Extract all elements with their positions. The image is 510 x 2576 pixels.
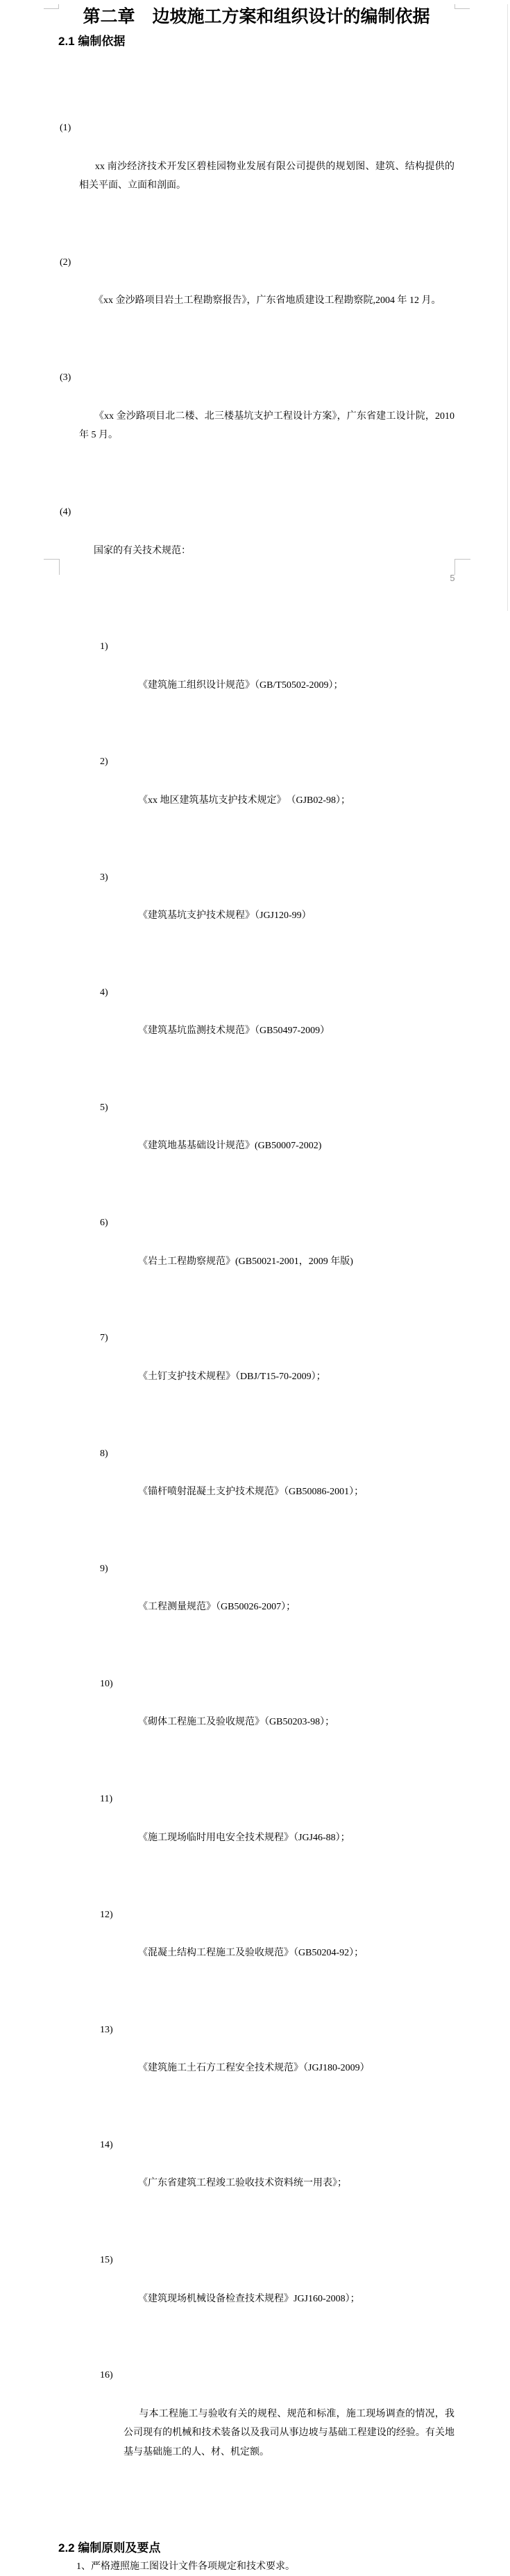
sub-list-item-text: 《施工现场临时用电安全技术规程》（JGJ46-88）； bbox=[138, 1832, 350, 1843]
sub-list-item-number: 4) bbox=[100, 987, 108, 998]
list-item-text: 《xx 金沙路项目北二楼、北三楼基坑支护工程设计方案》，广东省建工设计院，2010 年 5 月。 bbox=[79, 410, 457, 441]
text-boundary-mark-top-left bbox=[44, 4, 59, 9]
sub-list-item-number: 7) bbox=[100, 1333, 108, 1344]
section-heading-2-1: 2.1 编制依据 bbox=[58, 35, 126, 48]
sub-list-item-number: 14) bbox=[100, 2139, 113, 2150]
list-item-text: 《xx 金沙路项目岩土工程勘察报告》，广东省地质建设工程勘察院,2004 年 12 月。 bbox=[94, 295, 441, 306]
sub-list-item-number: 16) bbox=[100, 2370, 113, 2381]
text-boundary-mark-top-right bbox=[454, 4, 470, 9]
sub-list-item-text: 《岩土工程勘察规范》(GB50021-2001，2009 年版) bbox=[138, 1256, 353, 1267]
sub-list-item-text: 《建筑地基基础设计规范》(GB50007-2002) bbox=[138, 1141, 322, 1152]
list-item-number: (2) bbox=[60, 257, 71, 268]
sub-list-item-number: 11) bbox=[100, 1794, 113, 1805]
sub-list-item-number: 9) bbox=[100, 1563, 108, 1574]
sub-list-item-text: 《建筑施工组织设计规范》（GB/T50502-2009）； bbox=[138, 680, 343, 691]
sub-list-item bbox=[100, 752, 454, 829]
sub-list-item-text: 《土钉支护技术规程》（DBJ/T15-70-2009）； bbox=[138, 1371, 326, 1382]
document-page bbox=[0, 4, 510, 2572]
sub-list-item bbox=[100, 637, 454, 714]
sub-list-item bbox=[100, 2136, 454, 2213]
sub-list-item-text: 《工程测量规范》（GB50026-2007）； bbox=[138, 1602, 296, 1613]
list-item-number: (1) bbox=[60, 123, 71, 134]
list-item-number: (3) bbox=[60, 372, 71, 383]
sub-list-item-number: 13) bbox=[100, 2024, 113, 2035]
list-item bbox=[58, 503, 454, 580]
sub-list-item bbox=[100, 1329, 454, 1406]
sub-list-item-text: 《建筑现场机械设备检查技术规程》JGJ160-2008）； bbox=[138, 2293, 360, 2304]
list-item bbox=[58, 119, 454, 215]
section-heading-2-2: 2.2 编制原则及要点 bbox=[58, 2541, 161, 2555]
sub-list-item-number: 10) bbox=[100, 1679, 113, 1690]
section-2-2-paragraph: 1、严格遵照施工图设计文件各项规定和技术要求。 bbox=[76, 2561, 295, 2572]
sub-list-item bbox=[100, 1213, 454, 1290]
content-area bbox=[58, 61, 457, 2539]
sub-list-item-number: 3) bbox=[100, 872, 108, 883]
sub-list-item bbox=[100, 2366, 454, 2481]
list-item-text: 国家的有关技术规范： bbox=[94, 545, 191, 556]
chapter-title: 第二章 边坡施工方案和组织设计的编制依据 bbox=[83, 6, 430, 26]
sub-list-item bbox=[100, 1790, 454, 1867]
sub-list-item-text: 《砌体工程施工及验收规范》（GB50203-98）； bbox=[138, 1717, 335, 1728]
sub-list-item-text: 《建筑基坑监测技术规范》（GB50497-2009） bbox=[138, 1026, 330, 1037]
sub-list-item bbox=[100, 1675, 454, 1752]
sub-list-item bbox=[100, 983, 454, 1060]
list-item bbox=[58, 253, 454, 330]
sub-list-item-number: 6) bbox=[100, 1218, 108, 1229]
sub-list-item bbox=[100, 2251, 454, 2328]
sub-list-item-text: 《广东省建筑工程竣工验收技术资料统一用表》； bbox=[138, 2178, 347, 2189]
sub-list-item-text: 《建筑施工土石方工程安全技术规范》（JGJ180-2009） bbox=[138, 2063, 370, 2074]
sub-list-item bbox=[100, 868, 454, 945]
page-edge-line bbox=[507, 4, 508, 611]
page-number: 5 bbox=[450, 573, 455, 583]
sub-list-item-text: 《xx 地区建筑基坑支护技术规定》 （GJB02-98）； bbox=[138, 795, 351, 806]
sub-list-item bbox=[100, 2021, 454, 2098]
sub-list-item-text: 《混凝土结构工程施工及验收规范》（GB50204-92）； bbox=[138, 1947, 364, 1958]
sub-list-item bbox=[100, 1905, 454, 1982]
sub-list-item-number: 8) bbox=[100, 1448, 108, 1459]
sub-list-item bbox=[100, 1444, 454, 1521]
list-item-text: xx 南沙经济技术开发区碧桂园物业发展有限公司提供的规划图、建筑、结构提供的相关平面、立面和剖面。 bbox=[79, 161, 455, 191]
list-item bbox=[58, 368, 457, 465]
sub-list-item-number: 5) bbox=[100, 1102, 108, 1113]
sub-list-item-text: 与本工程施工与验收有关的规程、规范和标准，施工现场调查的情况，我公司现有的机械和技术装备以及我司从事边坡与基础工程建设的经验。有关地基与基础施工的人、材、机定额。 bbox=[124, 2408, 455, 2458]
list-item-number: (4) bbox=[60, 507, 71, 518]
sub-list-item-number: 2) bbox=[100, 757, 108, 768]
sub-list-item bbox=[100, 1559, 454, 1636]
sub-list-item-text: 《锚杆喷射混凝土支护技术规范》（GB50086-2001）； bbox=[138, 1487, 364, 1498]
text-boundary-mark-bottom-left bbox=[44, 559, 60, 575]
sub-list-item bbox=[100, 1098, 454, 1175]
sub-list-item-text: 《建筑基坑支护技术规程》（JGJ120-99） bbox=[138, 910, 312, 921]
sub-list-item-number: 12) bbox=[100, 1909, 113, 1920]
sub-list-item-number: 15) bbox=[100, 2255, 113, 2266]
sub-list-item-number: 1) bbox=[100, 641, 108, 652]
